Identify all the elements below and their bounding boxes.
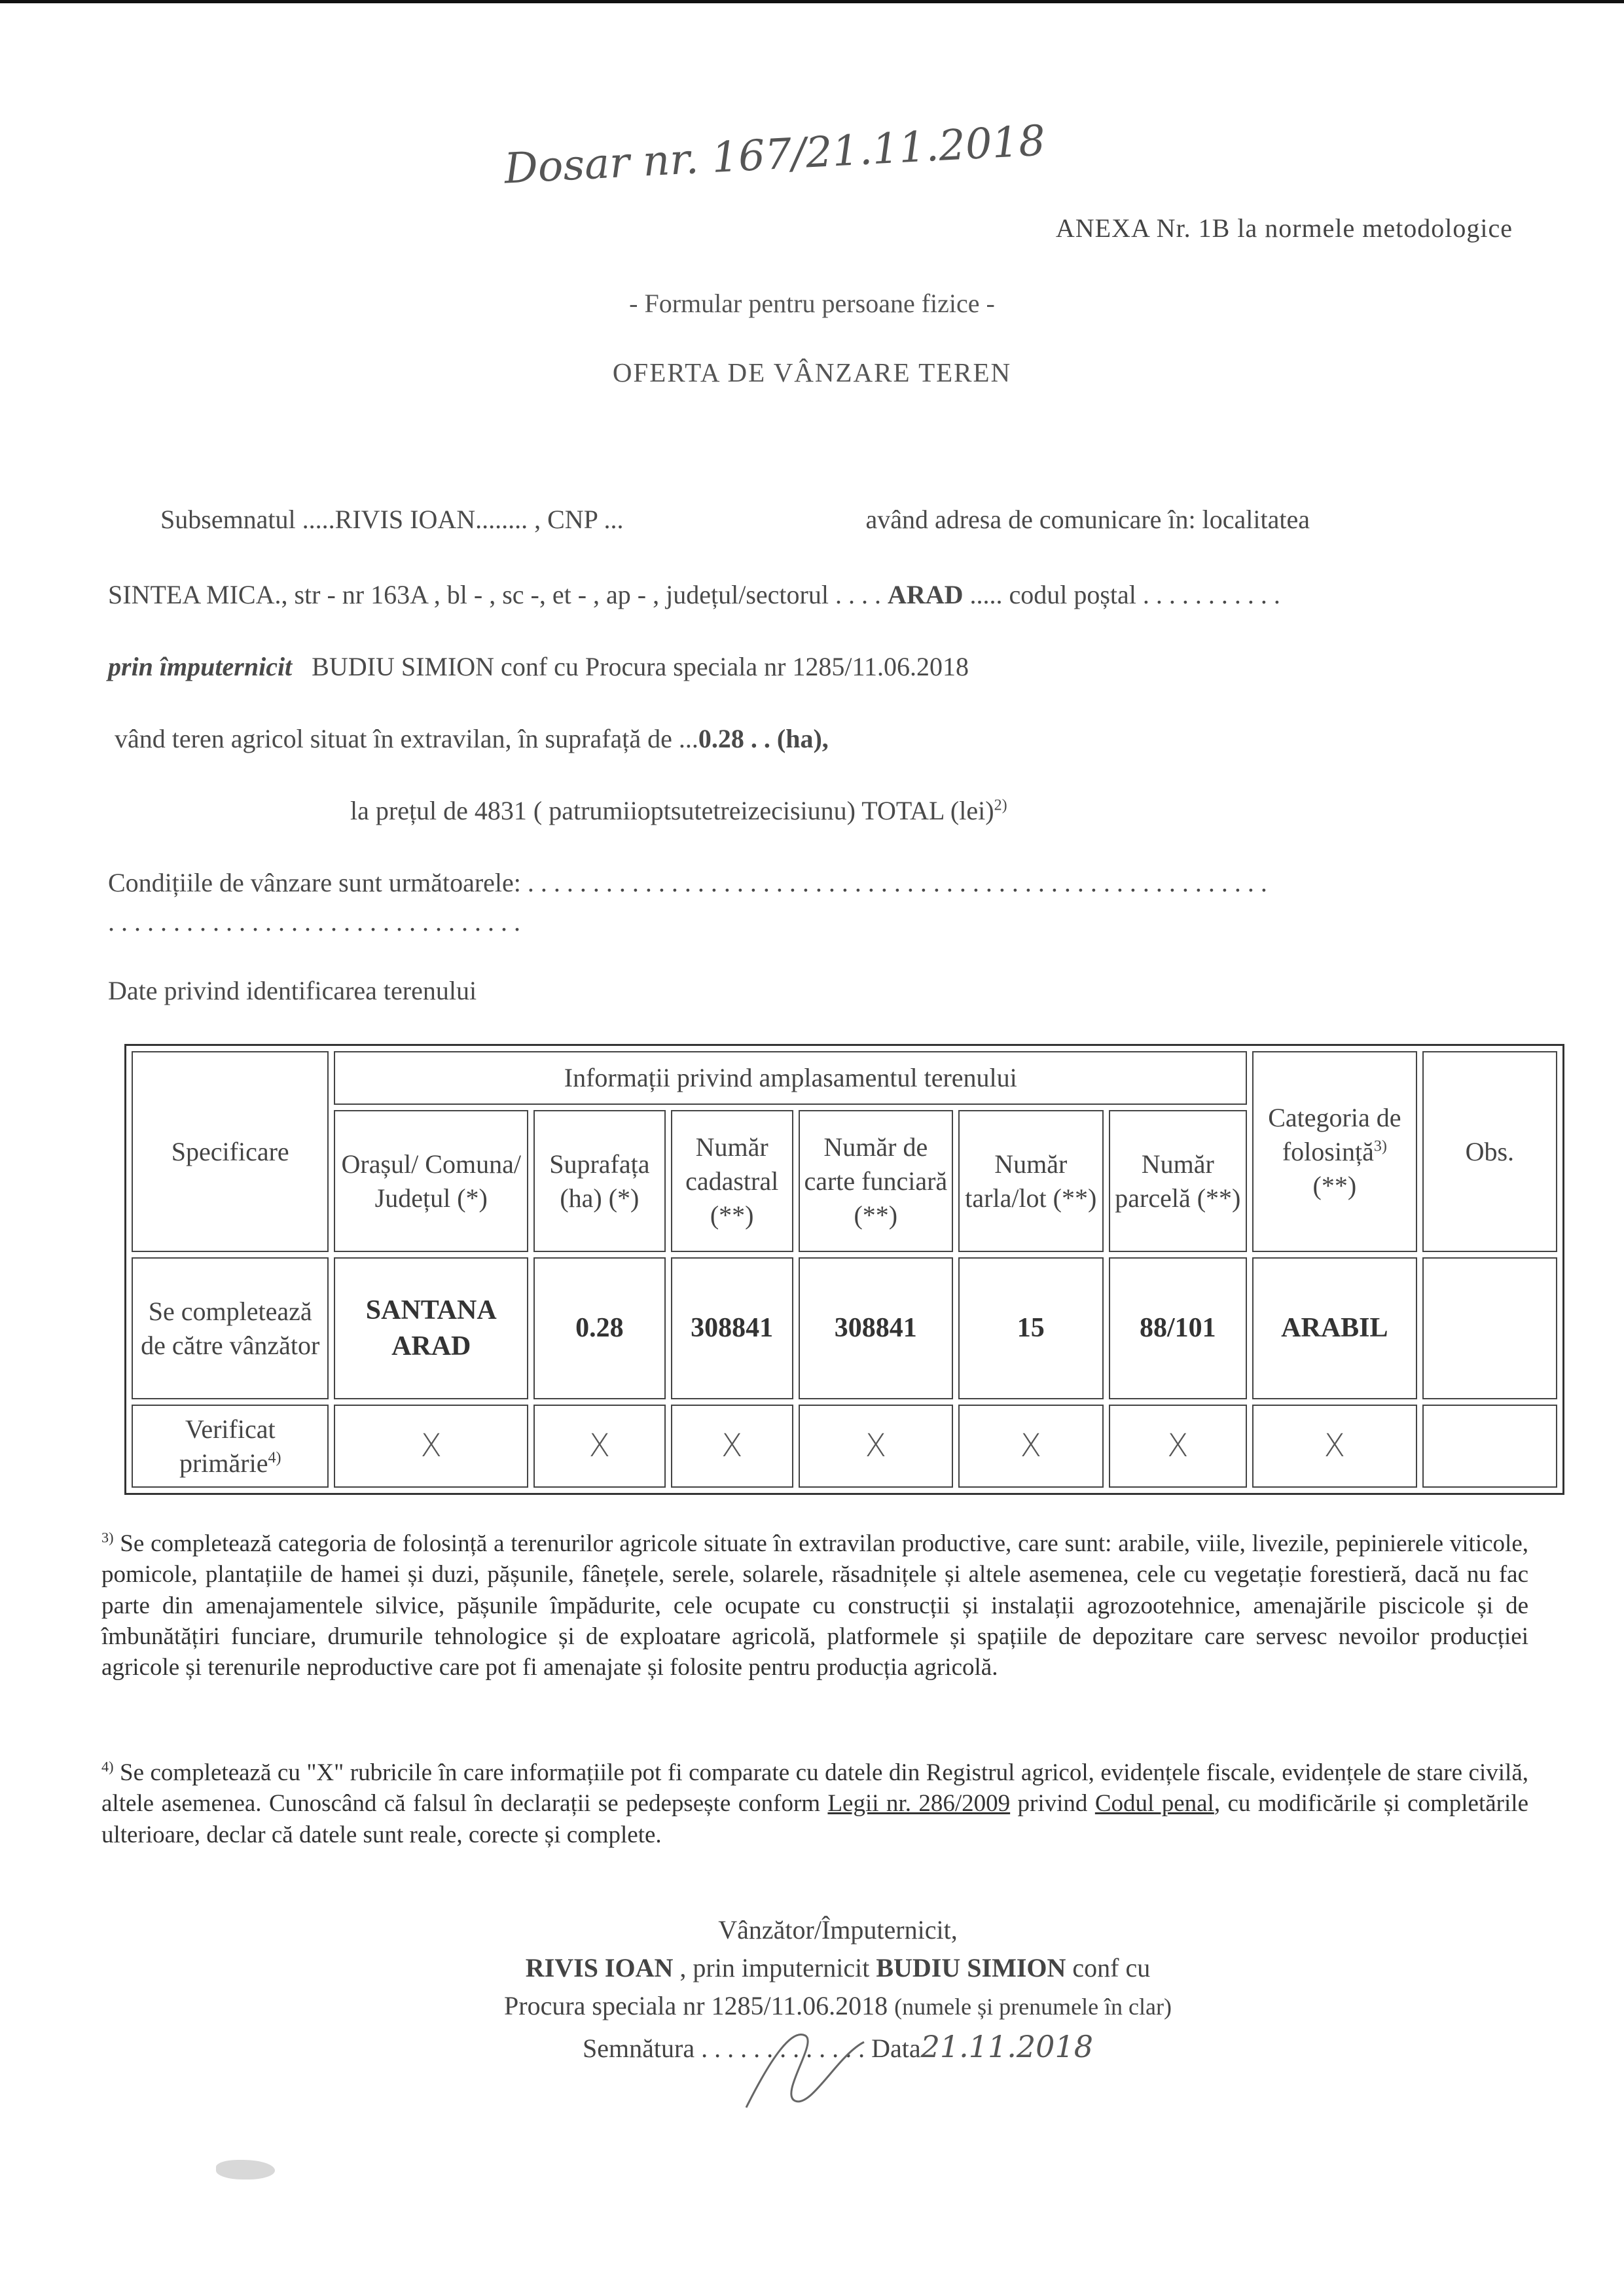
footnote-4: $^{4)}$ Se completează cu "X" rubricile în care informațiile pot fi comparate cu datele din Registrul agricol, evidențele fiscale, evidențele de stare civilă, altele asemenea. Cunoscând că falsul în declarații se pedepsește conform Legii nr. 286/2009 privind Codul penal, cu modificările și completările ulterioare, declar că datele sunt reale, corecte și complete. — [101, 1758, 1528, 1848]
cell-obs-verified — [1422, 1405, 1557, 1488]
header-specificare: Specificare — [132, 1051, 329, 1252]
header-parcela: Număr parcelă (**) — [1109, 1110, 1248, 1252]
cell-carte-funciara: 308841 — [799, 1257, 953, 1399]
annex-reference: ANEXA Nr. 1B la normele metodologice — [1055, 213, 1513, 243]
footnote-4-mark: 4) — [101, 1758, 114, 1775]
cell-parcela: 88/101 — [1109, 1257, 1248, 1399]
header-categoria: Categoria de folosință$^{3)}$ (**) — [1252, 1051, 1417, 1252]
row-seller-label: Se completează de către vânzător — [132, 1257, 329, 1399]
conditions-label: Condițiile de vânzare sunt următoarele: — [108, 868, 521, 897]
footnote-3-text: Se completează categoria de folosință a terenurilor agricole situate în extravilan productive, care sunt: arabile, viile, livezile, pepinierele viticole, pomicole, plantațiile de hamei și duzi, pășunile, fânețele, serele, solarele, răsadnițele și altele asemenea, cele cu vegetație forestieră, dacă nu fac parte din amenajamentele silvice, pășunile împădurite, cele ocupate cu construcții și instalații agrozootehnice, amenajările piscicole și de îmbunătățiri funciare, drumurile tehnologice și de exploatare agricolă, platformele și spațiile de depozitare care servesc nevoilor producției agricole și terenurile neproductive care pot fi amenajate și folosite pentru producția agricolă. — [101, 1530, 1528, 1681]
date-label: Data — [865, 2034, 921, 2063]
scan-smudge — [216, 2160, 275, 2179]
land-area-line — [115, 723, 829, 754]
header-location-group: Informații privind amplasamentul terenului — [334, 1051, 1247, 1105]
header-tarla: Număr tarla/lot (**) — [958, 1110, 1104, 1252]
check-mark-parcela: X — [1109, 1405, 1248, 1488]
conditions-dots-2: . . . . . . . . . . . . . . . . . . . . . . . . . . . . . . . . — [108, 907, 520, 937]
check-mark-cadastral: X — [671, 1405, 793, 1488]
seller-prefix: Subsemnatul ..... — [160, 505, 335, 534]
penal-code-link: Codul penal — [1094, 1790, 1214, 1818]
seller-line-2 — [108, 579, 1280, 610]
cell-categoria: ARABIL — [1252, 1257, 1417, 1399]
signature-role: Vânzător/Împuternicit, — [718, 1915, 958, 1945]
signature-date: 21.11.2018 — [920, 2029, 1093, 2064]
land-intro: vând teren agricol situat în extravilan, în suprafață de ... — [115, 724, 698, 753]
proxy-label: prin împuternicit — [108, 652, 293, 681]
conditions-line — [108, 867, 1267, 898]
check-mark-tarla: X — [958, 1405, 1104, 1488]
header-oras: Orașul/ Comuna/ Județul (*) — [334, 1110, 528, 1252]
price-footnote-mark: 2) — [994, 797, 1007, 814]
signature-name-proxy: BUDIU SIMION — [876, 1953, 1066, 1982]
signature-label: Semnătura — [583, 2034, 695, 2063]
signature-name-seller: RIVIS IOAN — [525, 1953, 674, 1982]
header-suprafata: Suprafața (ha) (*) — [533, 1110, 666, 1252]
header-carte-funciara: Număr de carte funciară (**) — [799, 1110, 953, 1252]
seller-name: RIVIS IOAN — [334, 505, 476, 534]
header-cadastral: Număr cadastral (**) — [671, 1110, 793, 1252]
document-title: OFERTA DE VÂNZARE TEREN — [612, 357, 1012, 387]
form-subtitle: - Formular pentru persoane fizice - — [629, 289, 995, 318]
header-obs: Obs. — [1422, 1051, 1557, 1252]
seller-county: ARAD — [887, 580, 964, 609]
seller-cnp-label: ........ , CNP ... — [475, 505, 624, 534]
signature-block: Vânzător/Împuternicit, RIVIS IOAN , prin imputernicit BUDIU SIMION conf cu Procura speciala nr 1285/11.06.2018 (numele și prenumele în clar) Semnătura . . . . . . . . . . . . . Data21.11.2018 — [504, 1915, 1172, 2064]
check-mark-oras: X — [334, 1405, 528, 1488]
seller-postal-code: ..... codul poștal . . . . . . . . . . . — [969, 580, 1280, 609]
seller-line-1 — [160, 504, 1310, 535]
land-identification-table — [124, 1044, 1564, 1495]
law-reference-link: Legii nr. 286/2009 — [827, 1790, 1011, 1818]
check-mark-carte: X — [799, 1405, 953, 1488]
top-border-line — [0, 0, 1624, 3]
check-mark-suprafata: X — [533, 1405, 666, 1488]
land-price: la prețul de 4831 ( patrumiioptsutetreizecisiunu) TOTAL (lei) — [350, 796, 994, 825]
signature-scribble — [733, 2016, 890, 2121]
table-row-verified — [132, 1405, 1557, 1488]
seller-locality: SINTEA MICA — [108, 580, 275, 609]
conditions-dots: . . . . . . . . . . . . . . . . . . . . . . . . . . . . . . . . . . . . . . . . . . . . . . . . . . . . . . . . . — [527, 868, 1267, 897]
land-price-line — [350, 795, 1007, 826]
seller-address-intro: având adresa de comunicare în: localitatea — [865, 505, 1310, 534]
cell-oras: SANTANA ARAD — [334, 1257, 528, 1399]
signature-clear-name-note: (numele și prenumele în clar) — [894, 1994, 1172, 2020]
table-row-seller — [132, 1257, 1557, 1399]
proxy-line — [108, 651, 969, 682]
cell-suprafata: 0.28 — [533, 1257, 666, 1399]
footnote-3-mark: 3) — [101, 1529, 114, 1546]
cell-cadastral: 308841 — [671, 1257, 793, 1399]
land-area: 0.28 . . (ha), — [698, 724, 829, 753]
handwritten-file-number: Dosar nr. 167/21.11.2018 — [503, 117, 1047, 194]
seller-address: ., str - nr 163A , bl - , sc -, et - , ap - , județul/sectorul . . . . — [274, 580, 881, 609]
table-header-row-1 — [132, 1051, 1557, 1105]
footnote-3 — [101, 1528, 1528, 1683]
section-label: Date privind identificarea terenului — [108, 976, 477, 1005]
row-verified-label: Verificat primărie$^{4)}$ — [132, 1405, 329, 1488]
proxy-text: BUDIU SIMION conf cu Procura speciala nr 1285/11.06.2018 — [312, 652, 969, 681]
cell-obs — [1422, 1257, 1557, 1399]
cell-tarla: 15 — [958, 1257, 1104, 1399]
check-mark-categoria: X — [1252, 1405, 1417, 1488]
